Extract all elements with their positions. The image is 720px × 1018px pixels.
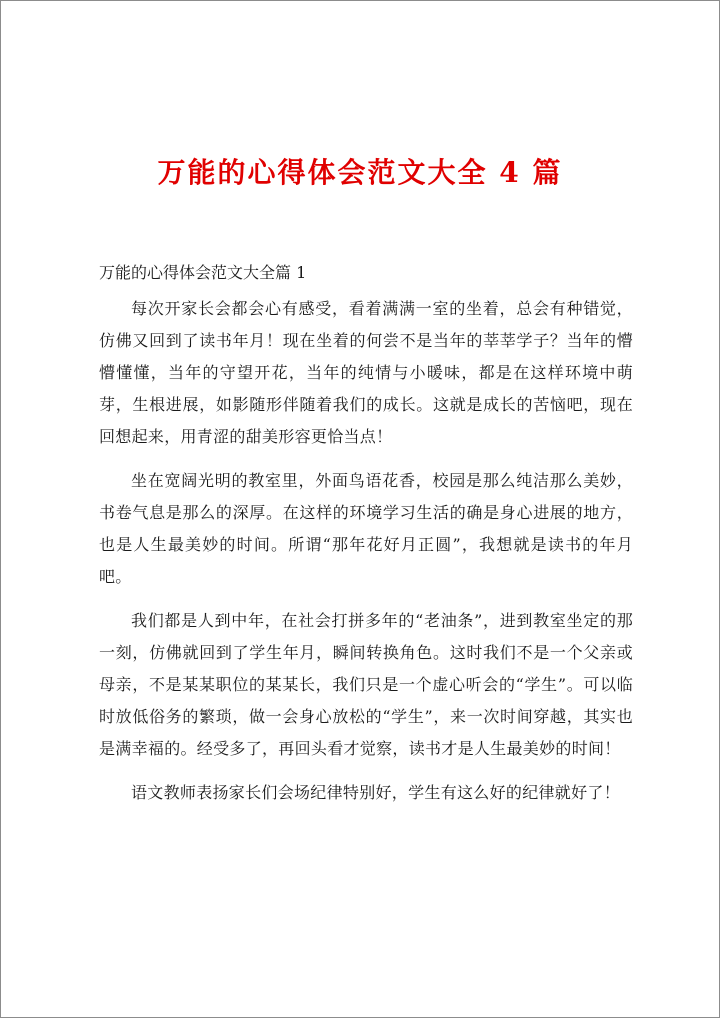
document-body xyxy=(99,257,633,821)
section-heading: 万能的心得体会范文大全篇 1 xyxy=(99,263,307,282)
paragraph-3: 我们都是人到中年，在社会打拼多年的“老油条”，进到教室坐定的那一刻，仿佛就回到了学生年月，瞬间转换角色。这时我们不是一个父亲或母亲，不是某某职位的某某长，我们只是一个虚心听会的“学生”。可以临时放低俗务的繁琐，做一会身心放松的“学生”，来一次时间穿越，其实也是满幸福的。经受多了，再回头看才觉察，读书才是人生最美妙的时间！ xyxy=(99,611,633,758)
document-title: 万能的心得体会范文大全 4 篇 xyxy=(157,156,563,189)
paragraph-2: 坐在宽阔光明的教室里，外面鸟语花香，校园是那么纯洁那么美妙，书卷气息是那么的深厚。在这样的环境学习生活的确是身心进展的地方，也是人生最美妙的时间。所谓“那年花好月正圆”，我想就是读书的年月吧。 xyxy=(99,471,633,586)
paragraph-4: 语文教师表扬家长们会场纪律特别好，学生有这么好的纪律就好了！ xyxy=(131,783,621,802)
paragraph-1: 每次开家长会都会心有感受，看着满满一室的坐着，总会有种错觉，仿佛又回到了读书年月！现在坐着的何尝不是当年的莘莘学子？当年的懵懵懂懂，当年的守望开花，当年的纯情与小暖味，都是在这样环境中萌芽，生根进展，如影随形伴随着我们的成长。这就是成长的苦恼吧，现在回想起来，用青涩的甜美形容更恰当点！ xyxy=(99,299,633,446)
